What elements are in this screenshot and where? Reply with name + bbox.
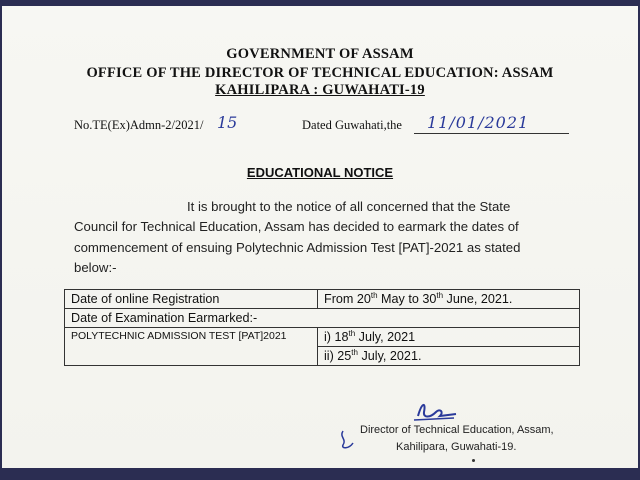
signatory-address: Kahilipara, Guwahati-19. [396, 441, 517, 453]
value-part: ii) 25 [324, 349, 352, 364]
ordinal-suffix: th [351, 348, 358, 358]
table-cell-value [318, 328, 580, 347]
paragraph-line: Council for Technical Education, Assam has decided to earmark the dates of [74, 219, 519, 234]
paragraph-line: below:- [74, 260, 117, 275]
table-cell-value [318, 347, 580, 366]
ordinal-suffix: th [436, 291, 444, 301]
dated-label: Dated Guwahati,the [302, 118, 402, 132]
table-row [65, 309, 580, 328]
value-part: July, 2021. [357, 349, 422, 364]
initial-scribble-icon [337, 427, 359, 453]
table-cell-label: Date of Examination Earmarked:- [65, 309, 580, 328]
table-cell-label: Date of online Registration [65, 290, 318, 309]
header-government: GOVERNMENT OF ASSAM [226, 46, 414, 62]
schedule-table [64, 289, 580, 366]
table-cell-label: POLYTECHNIC ADMISSION TEST [PAT]2021 [65, 328, 318, 366]
value-part: May to 30 [377, 292, 437, 307]
header-address: KAHILIPARA : GUWAHATI-19 [215, 82, 425, 98]
ink-dot [472, 459, 475, 462]
ordinal-suffix: th [348, 329, 356, 339]
paragraph-line: commencement of ensuing Polytechnic Admission Test [PAT]-2021 as stated [74, 240, 521, 255]
table-row [65, 328, 580, 347]
header-office: OFFICE OF THE DIRECTOR OF TECHNICAL EDUCATION: ASSAM [86, 65, 554, 81]
reference-number-handwritten: 15 [217, 113, 238, 132]
date-underline [414, 133, 569, 134]
ordinal-suffix: th [370, 291, 378, 301]
table-row [65, 290, 580, 309]
paragraph-line: It is brought to the notice of all concerned that the State [187, 199, 511, 214]
table-cell-value [318, 290, 580, 309]
signatory-title: Director of Technical Education, Assam, [360, 424, 554, 436]
notice-title: EDUCATIONAL NOTICE [246, 165, 394, 180]
value-part: June, 2021. [443, 292, 513, 307]
reference-number-label: No.TE(Ex)Admn-2/2021/ [74, 118, 204, 132]
value-part: July, 2021 [355, 330, 416, 345]
value-part: From 20 [324, 292, 371, 307]
date-handwritten: 11/01/2021 [427, 113, 530, 132]
value-part: i) 18 [324, 330, 349, 345]
notice-document [2, 6, 638, 468]
